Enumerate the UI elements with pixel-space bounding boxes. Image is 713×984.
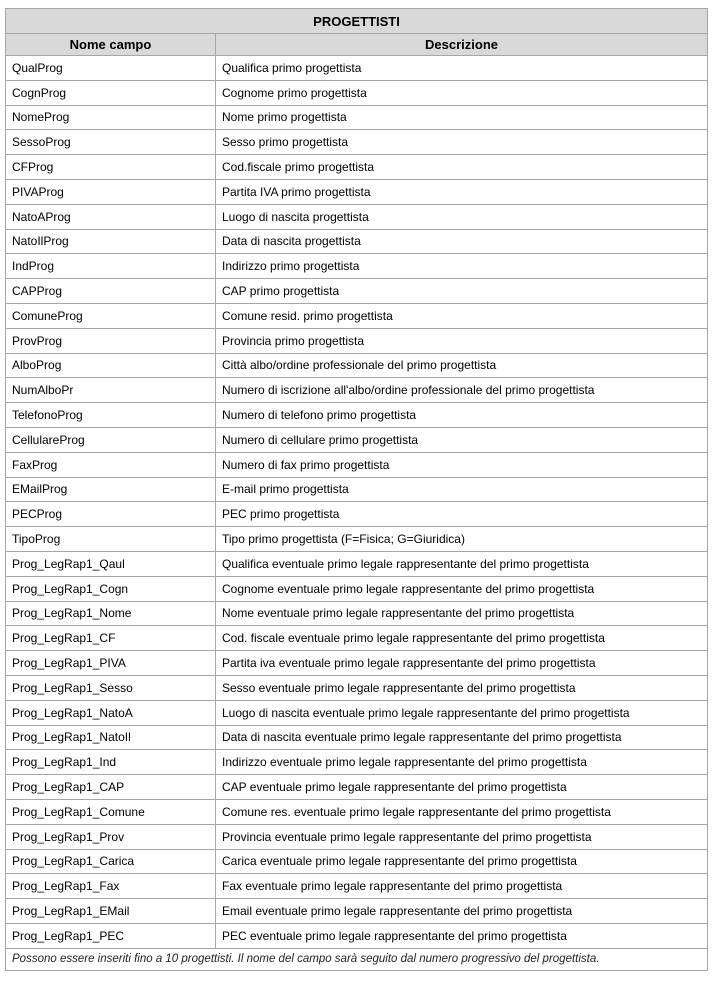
description-cell: Nome primo progettista [216, 105, 708, 130]
description-cell: PEC primo progettista [216, 502, 708, 527]
description-cell: Cod. fiscale eventuale primo legale rappresentante del primo progettista [216, 626, 708, 651]
description-cell: Numero di fax primo progettista [216, 452, 708, 477]
table-row [6, 626, 708, 651]
description-cell: Indirizzo primo progettista [216, 254, 708, 279]
description-cell: Città albo/ordine professionale del primo progettista [216, 353, 708, 378]
table-row [6, 254, 708, 279]
description-cell: Carica eventuale primo legale rappresentante del primo progettista [216, 849, 708, 874]
description-cell: Cod.fiscale primo progettista [216, 155, 708, 180]
field-name-cell: Prog_LegRap1_NatoIl [6, 725, 216, 750]
description-cell: Provincia primo progettista [216, 328, 708, 353]
table-row [6, 824, 708, 849]
field-name-cell: TelefonoProg [6, 403, 216, 428]
description-cell: PEC eventuale primo legale rappresentante del primo progettista [216, 923, 708, 948]
field-name-cell: CellulareProg [6, 427, 216, 452]
field-name-cell: Prog_LegRap1_Qaul [6, 551, 216, 576]
description-cell: Sesso primo progettista [216, 130, 708, 155]
field-name-cell: NumAlboPr [6, 378, 216, 403]
table-row [6, 700, 708, 725]
description-cell: Data di nascita progettista [216, 229, 708, 254]
field-name-cell: Prog_LegRap1_EMail [6, 899, 216, 924]
table-row [6, 130, 708, 155]
table-row [6, 378, 708, 403]
table-row [6, 427, 708, 452]
description-cell: Numero di telefono primo progettista [216, 403, 708, 428]
table-row [6, 229, 708, 254]
description-cell: Partita iva eventuale primo legale rappresentante del primo progettista [216, 651, 708, 676]
table-row [6, 155, 708, 180]
description-cell: Nome eventuale primo legale rappresentante del primo progettista [216, 601, 708, 626]
table-row [6, 204, 708, 229]
table-row [6, 750, 708, 775]
description-cell: Luogo di nascita eventuale primo legale rappresentante del primo progettista [216, 700, 708, 725]
table-row [6, 527, 708, 552]
table-row [6, 799, 708, 824]
description-cell: Indirizzo eventuale primo legale rappresentante del primo progettista [216, 750, 708, 775]
description-cell: Comune resid. primo progettista [216, 303, 708, 328]
table-row [6, 353, 708, 378]
table-row [6, 477, 708, 502]
table-row [6, 923, 708, 948]
field-name-cell: Prog_LegRap1_PIVA [6, 651, 216, 676]
table-row [6, 675, 708, 700]
field-name-cell: Prog_LegRap1_Sesso [6, 675, 216, 700]
field-name-cell: Prog_LegRap1_Carica [6, 849, 216, 874]
description-cell: Qualifica eventuale primo legale rappresentante del primo progettista [216, 551, 708, 576]
description-cell: Fax eventuale primo legale rappresentante del primo progettista [216, 874, 708, 899]
field-name-cell: QualProg [6, 56, 216, 81]
table-row [6, 328, 708, 353]
table-row [6, 105, 708, 130]
progettisti-table [5, 8, 708, 971]
field-name-cell: Prog_LegRap1_Ind [6, 750, 216, 775]
field-name-cell: Prog_LegRap1_PEC [6, 923, 216, 948]
field-name-cell: AlboProg [6, 353, 216, 378]
field-name-cell: NomeProg [6, 105, 216, 130]
description-cell: CAP primo progettista [216, 279, 708, 304]
description-cell: Sesso eventuale primo legale rappresentante del primo progettista [216, 675, 708, 700]
table-title-row [6, 9, 708, 34]
field-name-cell: Prog_LegRap1_NatoA [6, 700, 216, 725]
description-cell: Cognome eventuale primo legale rappresentante del primo progettista [216, 576, 708, 601]
description-cell: Qualifica primo progettista [216, 56, 708, 81]
field-name-cell: Prog_LegRap1_Fax [6, 874, 216, 899]
description-cell: Provincia eventuale primo legale rappresentante del primo progettista [216, 824, 708, 849]
field-name-cell: IndProg [6, 254, 216, 279]
table-note: Possono essere inseriti fino a 10 progettisti. Il nome del campo sarà seguito dal numero progressivo del progettista. [6, 948, 708, 970]
description-cell: Luogo di nascita progettista [216, 204, 708, 229]
field-name-cell: Prog_LegRap1_Prov [6, 824, 216, 849]
table-row [6, 279, 708, 304]
field-name-cell: CFProg [6, 155, 216, 180]
field-name-cell: EMailProg [6, 477, 216, 502]
table-row [6, 502, 708, 527]
table-row [6, 874, 708, 899]
field-name-cell: Prog_LegRap1_Cogn [6, 576, 216, 601]
table-row [6, 179, 708, 204]
field-name-cell: ProvProg [6, 328, 216, 353]
field-name-cell: CAPProg [6, 279, 216, 304]
description-cell: Numero di iscrizione all'albo/ordine professionale del primo progettista [216, 378, 708, 403]
description-cell: CAP eventuale primo legale rappresentante del primo progettista [216, 775, 708, 800]
table-row [6, 80, 708, 105]
description-cell: Cognome primo progettista [216, 80, 708, 105]
field-name-cell: Prog_LegRap1_CF [6, 626, 216, 651]
table-row [6, 452, 708, 477]
field-name-cell: PIVAProg [6, 179, 216, 204]
table-row [6, 303, 708, 328]
field-name-cell: Prog_LegRap1_Comune [6, 799, 216, 824]
table-row [6, 601, 708, 626]
table-title: PROGETTISTI [6, 9, 708, 34]
table-row [6, 56, 708, 81]
field-name-cell: PECProg [6, 502, 216, 527]
field-name-cell: Prog_LegRap1_CAP [6, 775, 216, 800]
field-name-cell: SessoProg [6, 130, 216, 155]
field-name-cell: ComuneProg [6, 303, 216, 328]
column-header-description: Descrizione [216, 34, 708, 56]
description-cell: Numero di cellulare primo progettista [216, 427, 708, 452]
table-row [6, 899, 708, 924]
table-row [6, 576, 708, 601]
field-name-cell: NatoAProg [6, 204, 216, 229]
table-note-row [6, 948, 708, 970]
table-row [6, 551, 708, 576]
description-cell: Partita IVA primo progettista [216, 179, 708, 204]
description-cell: Email eventuale primo legale rappresentante del primo progettista [216, 899, 708, 924]
table-body [6, 56, 708, 949]
description-cell: E-mail primo progettista [216, 477, 708, 502]
table-row [6, 849, 708, 874]
field-name-cell: CognProg [6, 80, 216, 105]
field-name-cell: Prog_LegRap1_Nome [6, 601, 216, 626]
table-row [6, 651, 708, 676]
table-header-row [6, 34, 708, 56]
field-name-cell: TipoProg [6, 527, 216, 552]
table-row [6, 403, 708, 428]
field-name-cell: NatoIlProg [6, 229, 216, 254]
column-header-field: Nome campo [6, 34, 216, 56]
description-cell: Tipo primo progettista (F=Fisica; G=Giuridica) [216, 527, 708, 552]
description-cell: Comune res. eventuale primo legale rappresentante del primo progettista [216, 799, 708, 824]
field-name-cell: FaxProg [6, 452, 216, 477]
description-cell: Data di nascita eventuale primo legale rappresentante del primo progettista [216, 725, 708, 750]
table-row [6, 725, 708, 750]
table-row [6, 775, 708, 800]
